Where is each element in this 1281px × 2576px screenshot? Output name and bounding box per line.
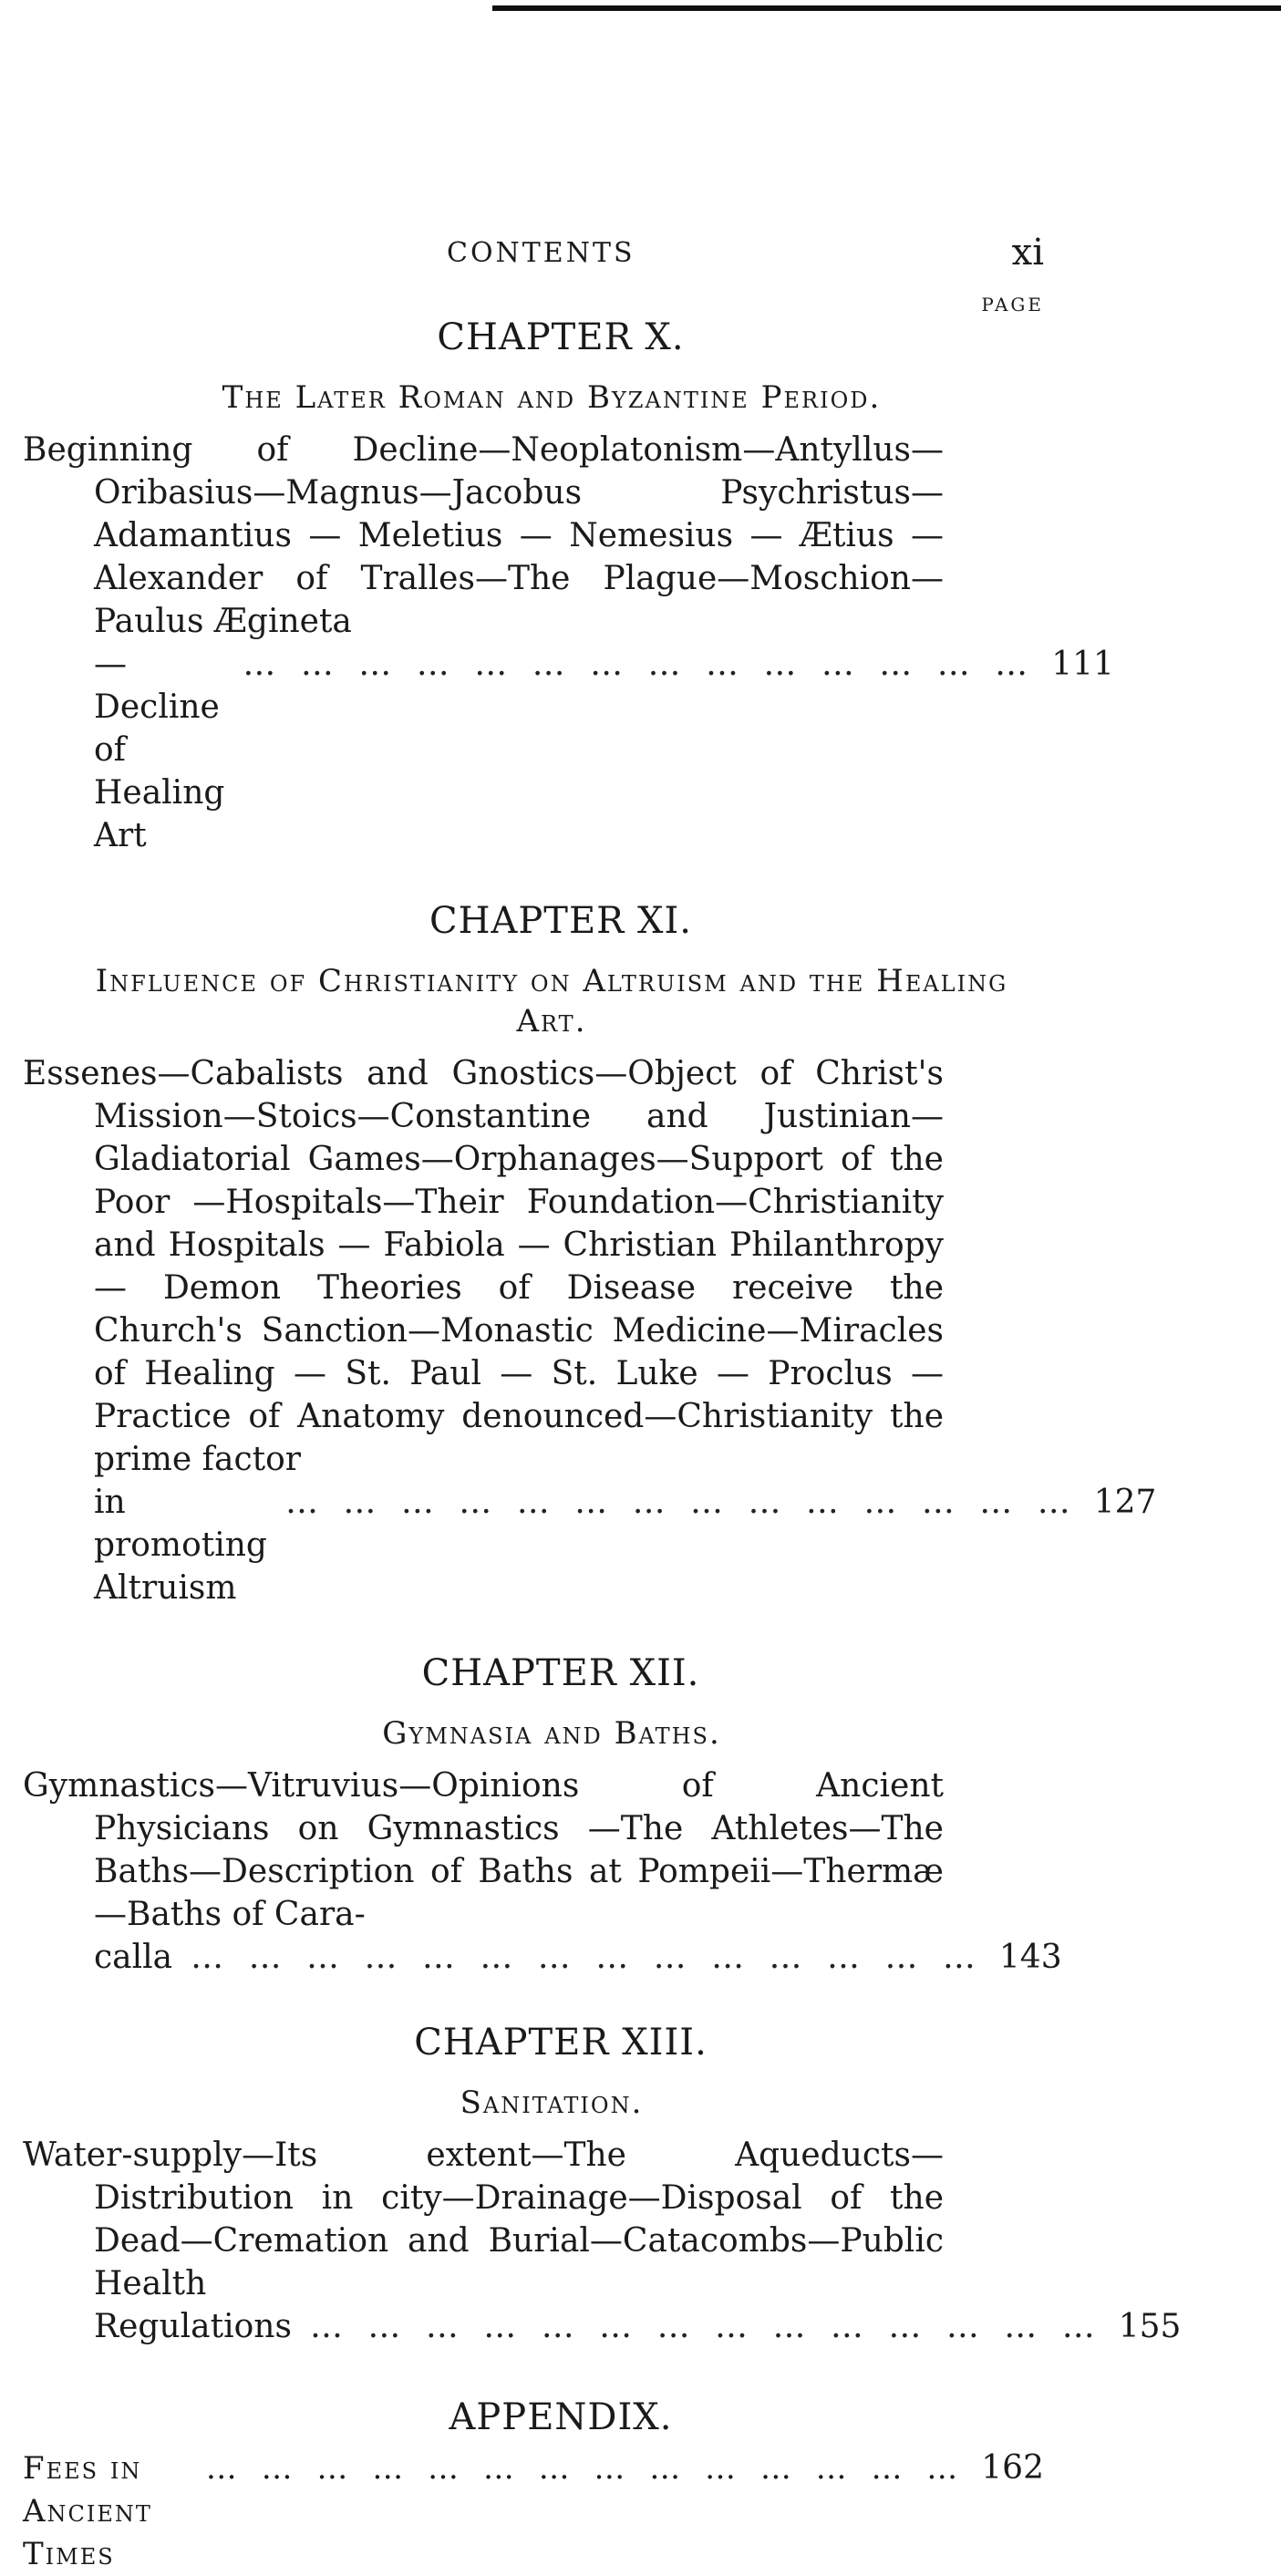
page-folio: xi xyxy=(1011,232,1044,274)
chapter-last-line xyxy=(23,1936,1062,1979)
chapter-xii xyxy=(23,1651,1062,1979)
chapter-entry xyxy=(23,1764,1062,1979)
chapter-last-line-text: in promoting Altruism xyxy=(94,1484,267,1607)
chapter-entry xyxy=(23,2134,1182,2348)
dot-leaders: … … … … … … … … … … … … … … xyxy=(205,2450,966,2487)
chapter-summary: Gymnastics—Vitruvius—Opinions of Ancient Physicians on Gymnastics —The Athletes—The Baths—Description of Baths at Pompeii—Thermæ—Baths of Cara- xyxy=(23,1767,944,1933)
chapter-title: CHAPTER XIII. xyxy=(414,2022,708,2064)
chapter-xi xyxy=(23,899,1157,1609)
dot-leaders: … … … … … … … … … … … … … … xyxy=(284,1484,1078,1521)
chapter-title: CHAPTER XII. xyxy=(421,1652,700,1694)
dot-leaders: … … … … … … … … … … … … … … xyxy=(309,2308,1102,2345)
page-number: 143 xyxy=(998,1939,1062,1976)
page-number: 162 xyxy=(981,2449,1044,2487)
appendix-entry-text: Fees in Ancient Times xyxy=(23,2450,152,2572)
chapter-entry xyxy=(23,1052,1157,1609)
running-head xyxy=(23,232,1044,274)
chapter-last-line-text: calla xyxy=(94,1939,173,1976)
chapter-last-line xyxy=(23,2305,1182,2348)
chapter-entry xyxy=(23,429,1114,857)
running-head-title: CONTENTS xyxy=(447,237,635,269)
chapter-last-line-text: Regulations xyxy=(94,2308,292,2345)
dot-leaders: … … … … … … … … … … … … … … xyxy=(243,646,1036,683)
chapter-title: CHAPTER X. xyxy=(437,316,685,358)
page-number: 155 xyxy=(1118,2308,1182,2345)
chapter-x xyxy=(23,316,1114,857)
chapter-last-line xyxy=(23,1481,1157,1609)
contents-page xyxy=(23,232,1182,2576)
page-column-label: PAGE xyxy=(981,294,1044,316)
appendix xyxy=(23,2395,1044,2576)
page-number: 127 xyxy=(1093,1484,1157,1521)
chapter-xiii xyxy=(23,2021,1182,2348)
chapter-last-line-text: —Decline of Healing Art xyxy=(94,646,225,854)
appendix-entry xyxy=(23,2447,1044,2576)
chapter-title: CHAPTER XI. xyxy=(429,900,692,942)
chapter-subtitle: The Later Roman and Byzantine Period. xyxy=(222,379,882,416)
appendix-title: APPENDIX. xyxy=(449,2396,673,2438)
chapter-summary: Water-supply—Its extent—The Aqueducts—Distribution in city—Drainage—Disposal of the Dead—Cremation and Burial—Catacombs—Public Health xyxy=(23,2136,944,2302)
chapter-subtitle: Gymnasia and Baths. xyxy=(382,1715,721,1752)
chapter-subtitle: Sanitation. xyxy=(460,2085,644,2121)
top-rule xyxy=(492,5,1281,11)
chapter-summary: Essenes—Cabalists and Gnostics—Object of Christ's Mission—Stoics—Constantine and Justinian—Gladiatorial Games—Orphanages—Support of the Poor —Hospitals—Their Foundation—Christianity and Hospitals — Fabiola — Christian Philanthropy — Demon Theories of Disease receive the Church's Sanction—Monastic Medicine—Miracles of Healing — St. Paul — St. Luke — Proclus — Practice of Anatomy denounced—Christianity the prime factor xyxy=(23,1055,944,1478)
page-number: 111 xyxy=(1051,646,1114,683)
chapter-summary: Beginning of Decline—Neoplatonism—Antyllus—Oribasius—Magnus—Jacobus Psychristus—Adamantius — Meletius — Nemesius — Ætius — Alexander of Tralles—The Plague—Moschion—Paulus Ægineta xyxy=(23,431,944,640)
chapter-last-line xyxy=(23,643,1114,857)
chapter-subtitle: Influence of Christianity on Altruism and the Healing Art. xyxy=(95,963,1008,1040)
dot-leaders: … … … … … … … … … … … … … … xyxy=(191,1939,983,1976)
